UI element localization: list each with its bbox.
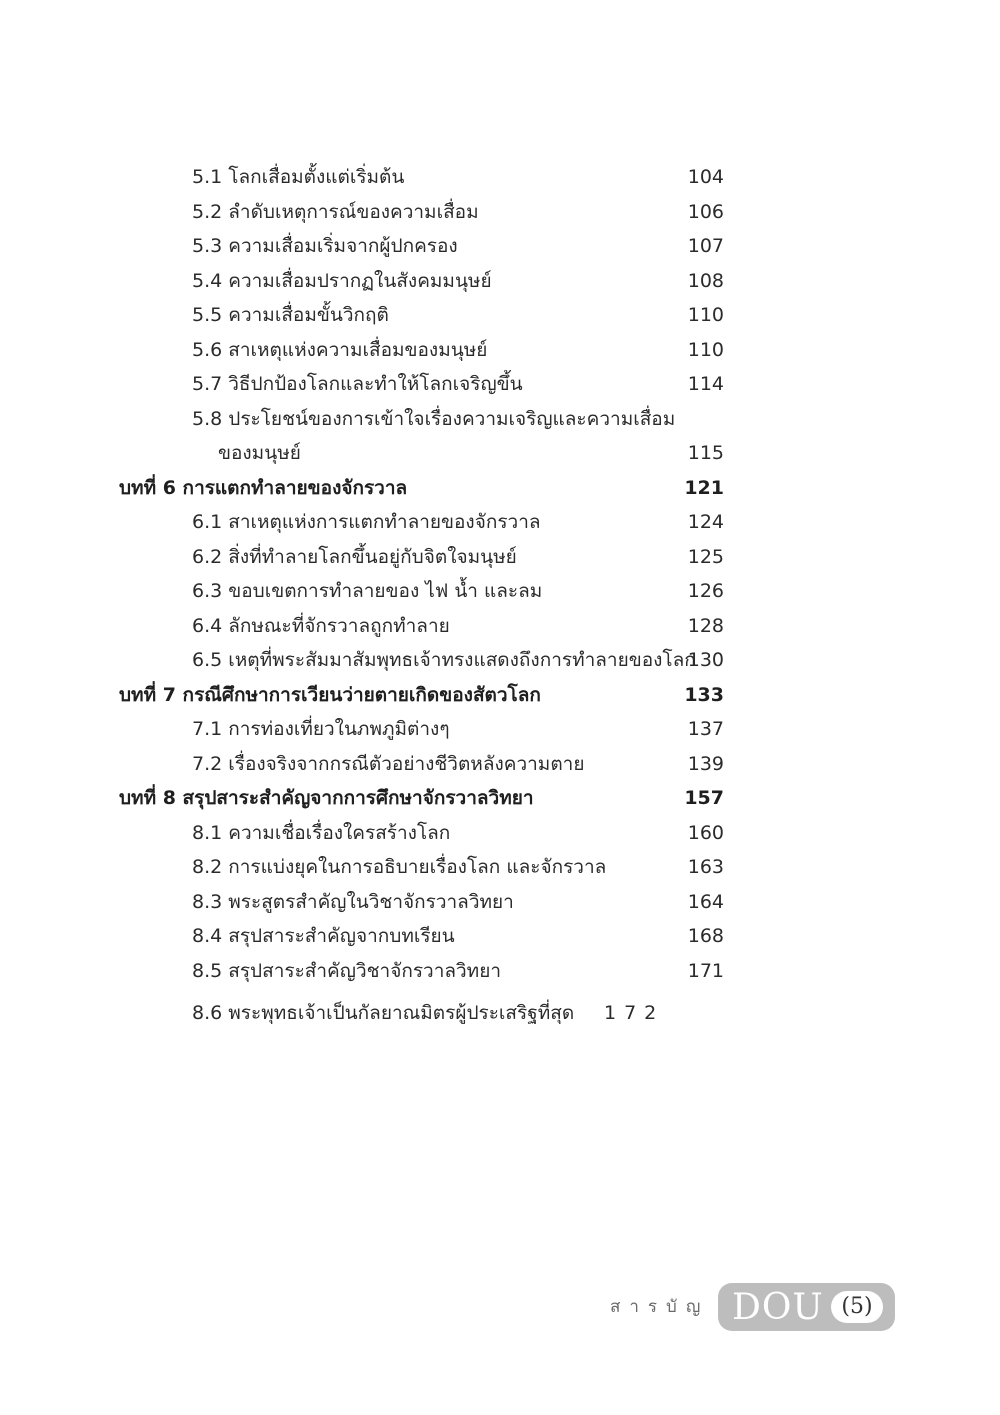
toc-entry-page: 110 [687,338,724,361]
toc-entry-page: 107 [687,235,724,257]
toc-entry-page: 124 [687,511,724,533]
toc-entry[interactable] [0,574,1000,609]
toc-chapter-7[interactable] [0,678,1000,713]
toc-entry-page: 106 [687,200,724,223]
toc-entry[interactable] [0,816,1000,851]
toc-entry[interactable] [0,996,1000,1031]
toc-entry-page: 171 [687,959,724,982]
toc-entry-page: 114 [687,373,724,395]
footer-section-label: สารบัญ [610,1297,710,1317]
toc-entry-title: 5.1 โลกเสื่อมตั้งแต่เริ่มต้น [192,166,405,188]
toc-entry[interactable] [0,747,1000,782]
toc-chapter-8[interactable] [0,781,1000,816]
toc-entry-page: 128 [687,614,724,637]
toc-entry-title: 5.4 ความเสื่อมปรากฏในสังคมมนุษย์ [192,269,492,292]
chapter-page: 157 [684,787,724,809]
toc-entry-title: 5.3 ความเสื่อมเริ่มจากผู้ปกครอง [192,235,458,257]
toc-entry[interactable] [0,229,1000,264]
toc-entry[interactable] [0,298,1000,333]
toc-entry-page: 110 [687,304,724,326]
toc-entry-page: 108 [687,269,724,292]
table-of-contents [0,160,1000,1031]
toc-entry[interactable] [0,643,1000,678]
toc-entry-page: 126 [687,580,724,602]
toc-entry-title: 6.2 สิ่งที่ทำลายโลกขึ้นอยู่กับจิตใจมนุษย์ [192,545,517,568]
toc-entry[interactable] [0,885,1000,920]
toc-entry[interactable] [0,160,1000,195]
toc-entry-page: 168 [687,925,724,947]
toc-entry-title: ของมนุษย์ [218,442,301,464]
chapter-title: บทที่ 6 การแตกทำลายของจักรวาล [119,476,408,499]
toc-entry[interactable] [0,333,1000,368]
toc-entry-page: 130 [687,649,724,671]
toc-chapter-6[interactable] [0,471,1000,506]
toc-entry-page: 172 [604,1002,665,1024]
toc-entry[interactable] [0,264,1000,299]
toc-entry[interactable] [0,954,1000,989]
toc-entry-title: 6.1 สาเหตุแห่งการแตกทำลายของจักรวาล [192,511,541,533]
toc-entry-title: 8.3 พระสูตรสำคัญในวิชาจักรวาลวิทยา [192,890,514,913]
toc-entry-page: 139 [687,752,724,775]
dou-logo: DOU [732,1287,824,1328]
page-number: (5) [831,1291,883,1323]
toc-entry-title: 6.4 ลักษณะที่จักรวาลถูกทำลาย [192,614,450,637]
toc-entry-title: 5.5 ความเสื่อมขั้นวิกฤติ [192,304,389,326]
toc-entry-title: 5.7 วิธีปกป้องโลกและทำให้โลกเจริญขึ้น [192,373,523,395]
toc-entry-title: 5.8 ประโยชน์ของการเข้าใจเรื่องความเจริญและความเสื่อม [192,407,676,430]
toc-entry-title: 5.6 สาเหตุแห่งความเสื่อมของมนุษย์ [192,338,488,361]
chapter-title: บทที่ 8 สรุปสาระสำคัญจากการศึกษาจักรวาลวิทยา [119,787,534,809]
toc-entry-title: 7.2 เรื่องจริงจากกรณีตัวอย่างชีวิตหลังความตาย [192,752,585,775]
toc-entry-title: 5.2 ลำดับเหตุการณ์ของความเสื่อม [192,200,479,223]
toc-entry[interactable] [0,540,1000,575]
toc-entry[interactable] [0,919,1000,954]
toc-entry-page: 160 [687,821,724,844]
toc-entry-page: 125 [687,545,724,568]
toc-entry[interactable] [0,402,1000,437]
toc-entry[interactable] [0,850,1000,885]
toc-entry-page: 115 [687,442,724,464]
toc-entry-page: 163 [687,856,724,878]
toc-entry-page: 164 [687,890,724,913]
toc-entry[interactable] [0,367,1000,402]
chapter-page: 133 [684,683,724,706]
toc-entry-title: 6.5 เหตุที่พระสัมมาสัมพุทธเจ้าทรงแสดงถึงการทำลายของโลก [192,649,696,671]
chapter-title: บทที่ 7 กรณีศึกษาการเวียนว่ายตายเกิดของสัตวโลก [119,683,541,706]
toc-entry[interactable] [0,609,1000,644]
toc-entry-title: 8.4 สรุปสาระสำคัญจากบทเรียน [192,925,455,947]
toc-entry-title: 7.1 การท่องเที่ยวในภพภูมิต่างๆ [192,718,450,740]
toc-entry-page: 104 [687,166,724,188]
toc-entry-title: 6.3 ขอบเขตการทำลายของ ไฟ น้ำ และลม [192,580,543,602]
toc-entry-title: 8.2 การแบ่งยุคในการอธิบายเรื่องโลก และจักรวาล [192,856,607,878]
toc-entry-title: 8.6 พระพุทธเจ้าเป็นกัลยาณมิตรผู้ประเสริฐที่สุด [192,1002,575,1024]
toc-entry-title: 8.1 ความเชื่อเรื่องใครสร้างโลก [192,821,451,844]
toc-entry-title: 8.5 สรุปสาระสำคัญวิชาจักรวาลวิทยา [192,959,502,982]
toc-entry-continuation[interactable] [0,436,1000,471]
toc-entry-page: 137 [687,718,724,740]
footer-badge [718,1283,895,1331]
toc-entry[interactable] [0,195,1000,230]
chapter-page: 121 [684,476,724,499]
toc-entry[interactable] [0,505,1000,540]
toc-entry[interactable] [0,712,1000,747]
